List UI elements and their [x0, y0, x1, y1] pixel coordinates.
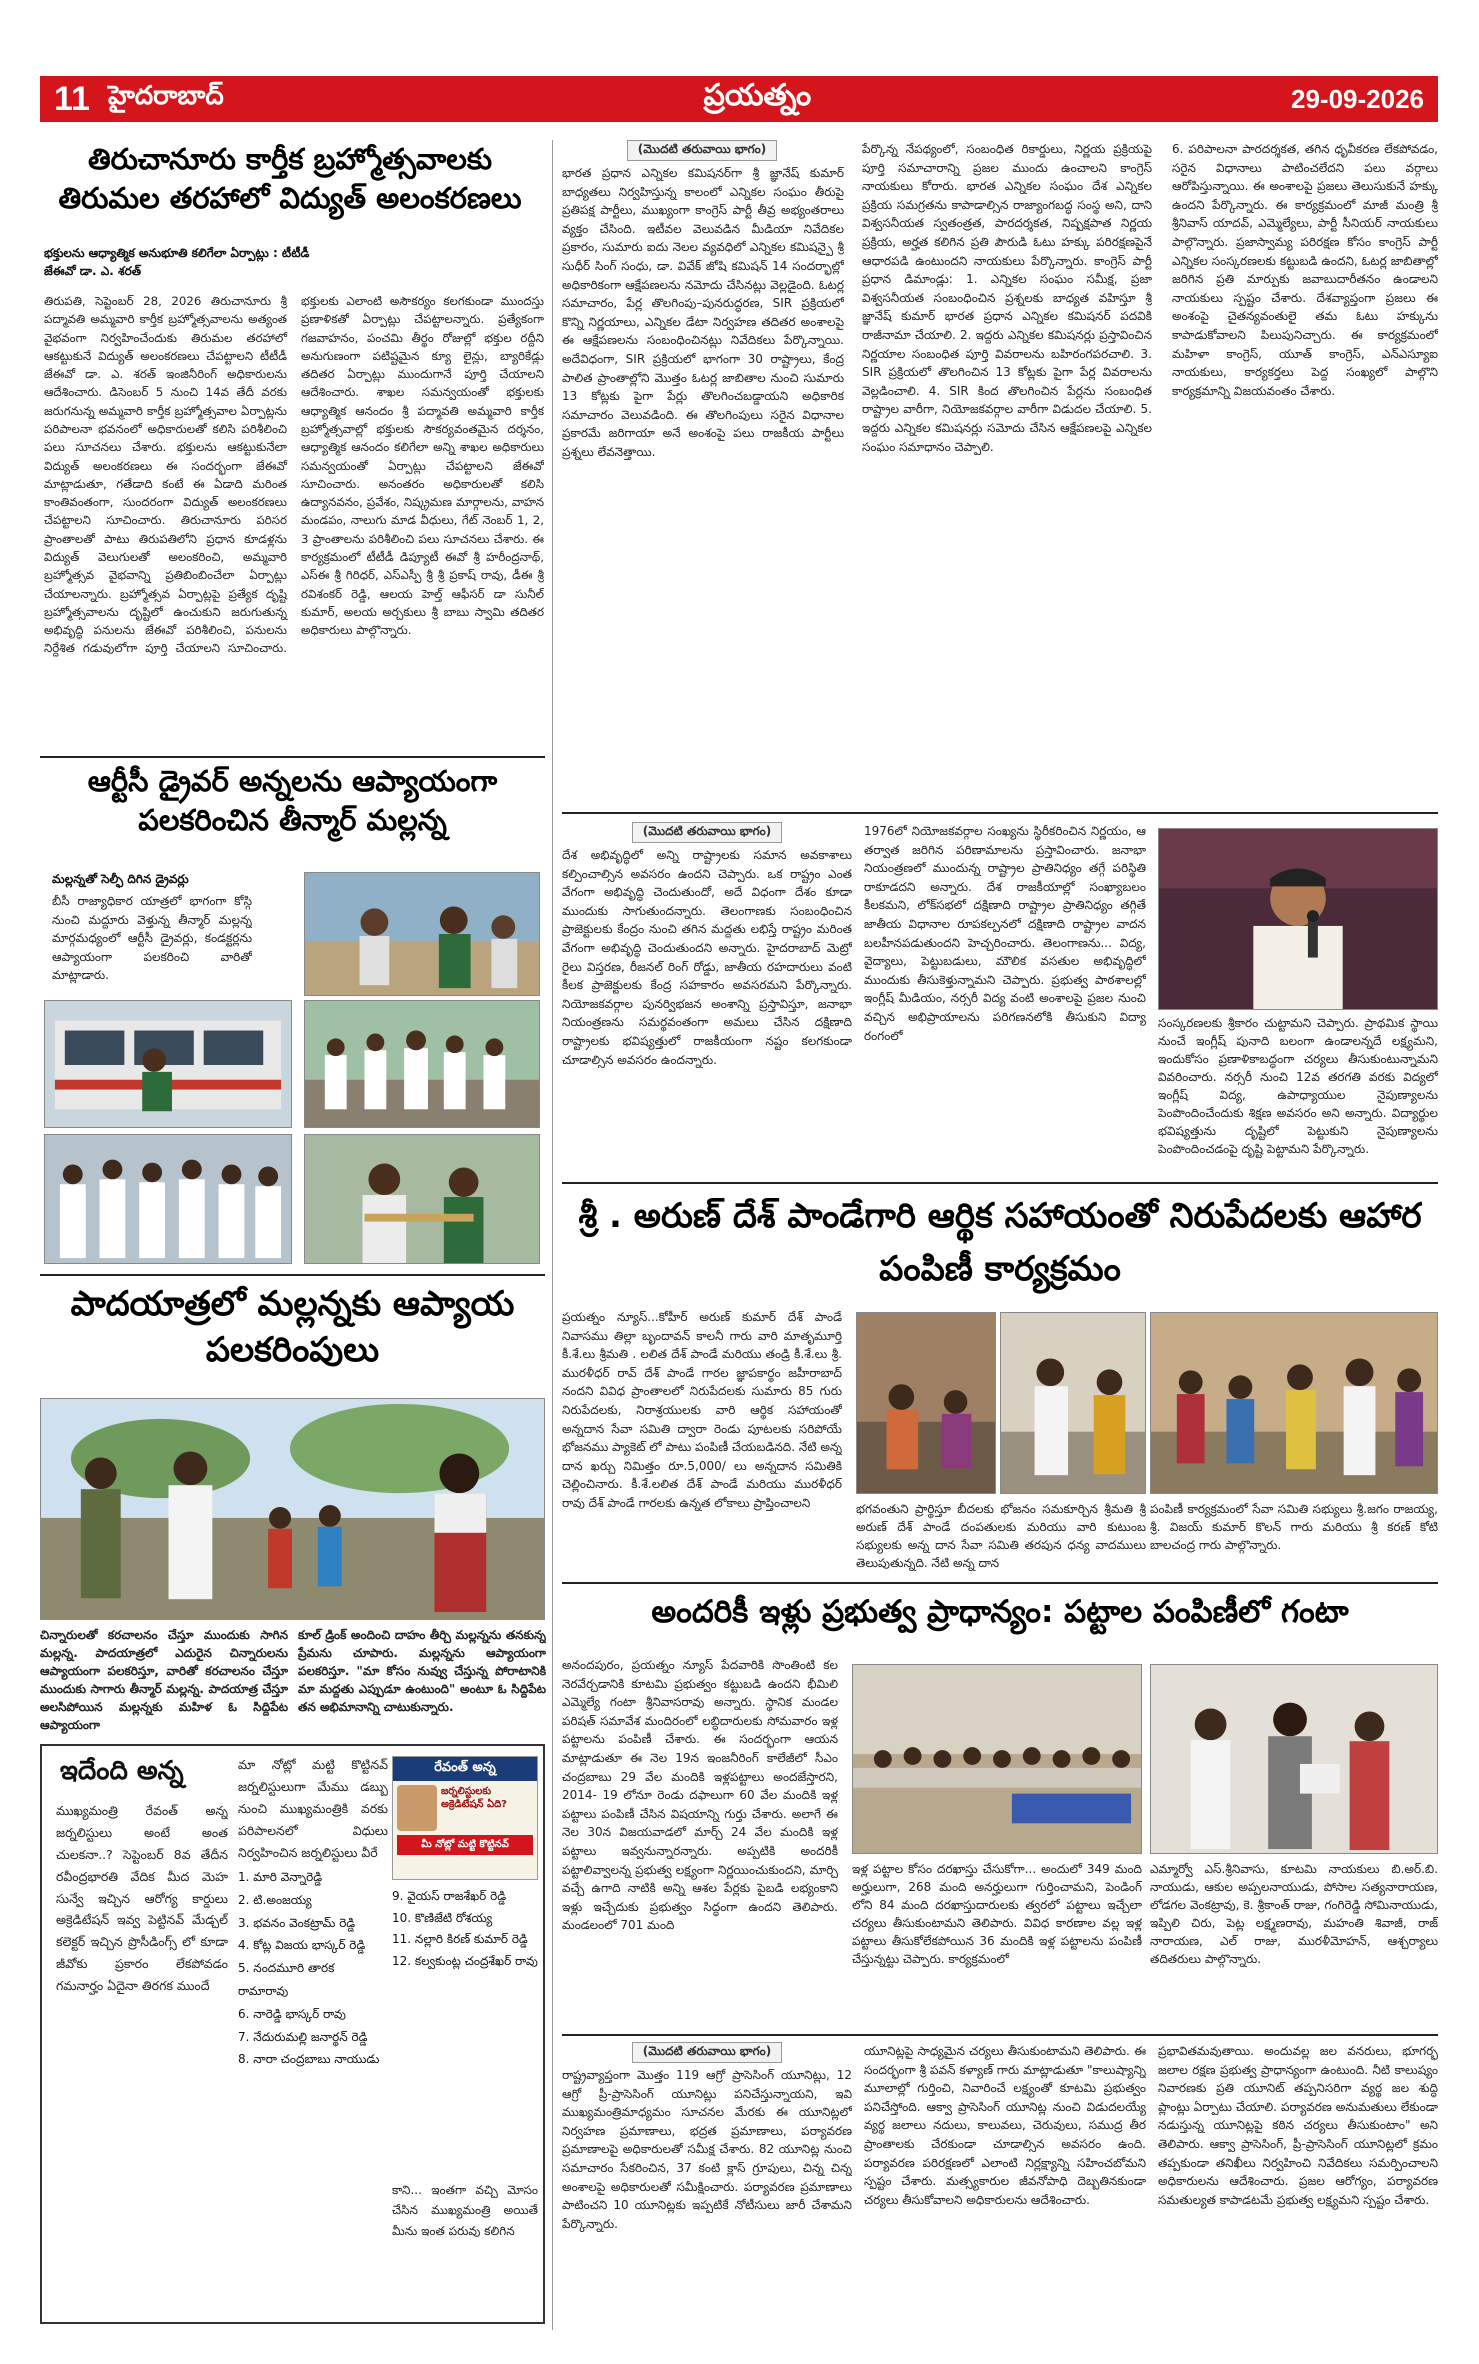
page-number: 11 — [54, 79, 90, 118]
tirumala-byline: భక్తులను ఆధ్యాత్మిక అనుభూతి కలిగేలా ఏర్పాట్లు : టీటీడీ జేఈవో డా. ఎ. శరత్ — [44, 246, 310, 278]
election-continued: (మొదటి తరువాయి భాగం) — [562, 140, 842, 160]
ad-title: రేవంత్ అన్న — [393, 1757, 537, 1781]
name-item: 1. మారి వెన్నారెడ్డి — [238, 1870, 323, 1884]
name-item: 8. నారా చంద్రబాబు నాయుడు — [238, 2052, 380, 2067]
padayatra-headline: పాదయాత్రలో మల్లన్నకు ఆప్యాయ పలకరింపులు — [70, 1284, 515, 1370]
bottom-col1: రాష్ట్రవ్యాప్తంగా మొత్తం 119 ఆగ్రో ప్రాసెసింగ్ యూనిట్లు, 12 ఆగ్రో ప్రీ-ప్రాసెసింగ్ యూనిట్లు పనిచేస్తున్నాయని, ఇవి ముఖ్యమంత్రిమాధ్యమం సూచనల మేరకు ఈ యూనిట్లలో నిర్వహణ ప్రమాణాలు, భద్రత ప్రమాణాలు, పర్యావరణ ప్రమాణాలపై అధికారులతో సమీక్ష చేశారు. 82 యూనిట్ల నుంచి సమాచారం సేకరించిన, 37 కంటి క్లాస్ గ్రూపులు, చిన్న చిన్న అంశాలపై అధికారులతో సమీక్షించారు. పర్యావరణ ప్రమాణాలు పాటించని 10 యూనిట్లకు ఇప్పటికే నోటీసులు జారీ చేశామని పేర్కొన్నారు. — [562, 2068, 852, 2231]
name-item: 11. నల్లారి కిరణ్ కుమార్ రెడ్డి — [392, 1932, 528, 1947]
election-col1: భారత ప్రధాన ఎన్నికల కమిషనర్‌గా శ్రీ జ్ఞానేష్ కుమార్ బాధ్యతలు నిర్వహిస్తున్న కాలంలో ఎన్నికల సంఘం తీరుపై ప్రతిపక్ష పార్టీలు, ముఖ్యంగా కాంగ్రెస్ పార్టీ తీవ్ర అభ్యంతరాలు వ్యక్తం చేసింది. ఇటీవల వెలువడిన మీడియా నివేదికల ప్రకారం, సుమారు ఐదు నెలల వ్యవధిలో ఎన్నికల కమిషన్పై శ్రీ సుధీర్ సింగ్ సంధు, డా. వివేక్ జోషి కమిషన్ 14 సందర్భాల్లో అధికారికంగా ఆక్షేపణలను నమోదు చేసినట్లు వెల్లడైంది. ఓటర్ల సమాచారం, పేర్ల తొలగింపు–పునరుద్ధరణ, SIR ప్రక్రియలో కొన్ని నిర్ణయాలు, ఎన్నికల డేటా నిర్వహణ తదితర అంశాలపై ఈ ఆక్షేపణలను సంబంధించినట్లు నివేదికలు పేర్కొన్నాయి. అదేవిధంగా, SIR ప్రక్రియలో భాగంగా 30 రాష్ట్రాలు, కేంద్ర పాలిత ప్రాంతాల్లోని మొత్తం ఓటర్ల జాబితాల నుంచి సుమారు 13 కోట్లకు పైగా పేర్లు తొలగించబడ్డాయని అధికారిక సమాచారం వెలువడింది. ఈ తొలగింపులు సరైన విధానాల ప్రకారమే జరిగాయా అనే అంశంపై పలు రాజకీయ పార్టీలు ప్రశ్నలు లేవనెత్తాయి. — [562, 166, 844, 459]
idendi-names-list-2 — [392, 1886, 538, 2016]
name-item: 12. కల్వకుంట్ల చంద్రశేఖర్ రావు — [392, 1953, 538, 1968]
houses-body: అనందపురం, ప్రయత్నం న్యూస్ పేదవారికి సొంతింటి కల నెరవేర్చడానికి కూటమి ప్రభుత్వం కట్టుబడి ఉందని భీమిలి ఎమ్మెల్యే గంటా శ్రీనివాసరావు అన్నారు. స్థానిక మండల పరిషత్ సమావేశ మందిరంలో లబ్ధిదారులకు సోమవారం ఇళ్ల పట్టాలను పంపిణీ చేశారు. ఈ సందర్భంగా ఆయన మాట్లాడుతూ ఈ నెల 19న ఇంజనీరింగ్ కాలేజీలో సీఎం చంద్రబాబు 29 వేల మందికి ఇళ్లపట్టాలు అందజేస్తారని, 2014- 19 లోనూ రెండు దఫాలుగా 60 వేల మందికి ఇళ్ల పట్టాలు పంపిణీ చేసిన విషయాన్ని గుర్తు చేశారు. అలాగే ఈ నెల 30న విజయవాడలో మార్చ్ 24 వేల మందికి ఇళ్ల పట్టాలు ఇవ్వనున్నారన్నారు. అప్పటికి అందరికీ పట్టాలివ్వాలన్న ప్రభుత్వ లక్ష్యంగా నిర్ణయించుకుందని, మార్చి వచ్చే ఉగాది నాటికి అన్ని ఆశల పేర్లకు పైబడి లభ్యంకాని ఇళ్లు ఇచ్చేదుకు ప్రభుత్వం సిద్ధంగా ఉందని తెలిపారు. మండలంలో 701 మంది — [562, 1658, 838, 1933]
name-item: 5. నందమూరి తారక రామారావు — [238, 1961, 335, 1998]
issue-date: 29-09-2026 — [1291, 83, 1424, 114]
cm-continued: (మొదటి తరువాయి భాగం) — [562, 822, 852, 842]
food-photo-2 — [1000, 1312, 1146, 1494]
idendi-outro: కాని... ఇంతగా వచ్చి మోసం చేసిన ముఖ్యమంత్రి అయితే మీను ఇంత పరువు కలిగిన — [392, 2183, 538, 2238]
rtc-photo-selfie — [304, 872, 540, 996]
name-item: 4. కోట్ల విజయ భాస్కర్ రెడ్డి — [238, 1938, 366, 1953]
rtc-photo-bus — [44, 1000, 292, 1128]
name-item: 2. టి.అంజయ్య — [238, 1892, 312, 1907]
rtc-photo-group — [44, 1134, 292, 1264]
name-item: 10. కొణిజేటి రోశయ్య — [392, 1910, 493, 1925]
idendi-ad-poster — [392, 1756, 538, 1880]
cm-col1: దేశ అభివృద్ధిలో అన్ని రాష్ట్రాలకు సమాన అవకాశాలు కల్పించాల్సిన అవసరం ఉందని చెప్పారు. ఒక రాష్ట్రం ఎంత వేగంగా అభివృద్ధి చెందుతుందో, అదే విధంగా దేశం కూడా ముందుకు సాగుతుందన్నారు. తెలంగాణకు సంబంధించిన ప్రాజెక్టులకు కేంద్రం నుంచి తగిన మద్దతు లభిస్తే రాష్ట్రం మరింత వేగంగా అభివృద్ధి చెందుతుందని అన్నారు. హైదరాబాద్ మెట్రో రైలు విస్తరణ, రీజనల్ రింగ్ రోడ్డు, జాతీయ రహదారులు వంటి కీలక ప్రాజెక్టులకు కేంద్ర సహకారం అవసరమని పేర్కొన్నారు. నియోజకవర్గాల పునర్విభజన అంశాన్ని ప్రస్తావిస్తూ, జనాభా నియంత్రణను సమర్థవంతంగా అమలు చేసిన దక్షిణాది రాష్ట్రాలకు భవిష్యత్తులో రాజకీయంగా నష్టం కలగకుండా చూడాల్సిన అవసరం ఉందన్నారు. — [562, 848, 852, 1067]
rtc-photo-greet — [304, 1134, 540, 1264]
padayatra-caption-left: చిన్నారులతో కరచాలనం చేస్తూ ముందుకు సాగిన మల్లన్న. పాదయాత్రలో ఎదురైన చిన్నారులను ఆప్యాయంగా పలకరిస్తూ, వారితో కరచాలనం చేస్తూ ముందుకు సాగారు తీన్మార్ మల్లన్న. పాదయాత్ర చేస్తూ అలసిపోయిన మల్లన్నకు మహిళ ఓ సిద్దిపేట ఆప్యాయంగా — [40, 1628, 288, 1732]
divider — [562, 1582, 1438, 1584]
idendi-names-list — [238, 1866, 386, 2176]
rtc-byline: మల్లన్నతో సెల్ఫీ దిగిన డ్రైవర్లు — [52, 872, 189, 886]
food-photo-1 — [856, 1312, 996, 1494]
houses-caption-left: ఇళ్ల పట్టాల కోసం దరఖాస్తు చేసుకోగా... అందులో 349 మంది అర్హులుగా, 268 మంది అనర్హులుగా గుర్తించామని, పెండింగ్ లోని 84 మంది దరఖాస్తుదారులకు త్వరలో పట్టాలు ఇచ్చేలా చర్యలు తీసుకుంటామని తెలిపారు. వివిధ కారణాల వల్ల ఇళ్ల పట్టాలు తీసుకోలేకపోయిన 36 మందికి ఇళ్ల పట్టాలను పంపిణీ చేస్తున్నట్టు చెప్పారు. కార్యక్రమంలో — [852, 1862, 1142, 1966]
cm-col2: 1976లో నియోజకవర్గాల సంఖ్యను స్థిరీకరించిన నిర్ణయం, ఆ తర్వాత జరిగిన పరిణామాలను ప్రస్తావించారు. జనాభా నియంత్రణలో ముందున్న రాష్ట్రాల ప్రాతినిధ్యం తగ్గే పరిస్థితి రాకూడదని అన్నారు. దేశ రాజకీయాల్లో సంఖ్యాబలం కీలకమని, లోక్‌సభలో దక్షిణాది రాష్ట్రాల ప్రాతినిధ్యం తగ్గితే జాతీయ విధానాల రూపకల్పనలో దక్షిణాది రాష్ట్రాల వాదన బలహీనపడుతుందని హెచ్చరించారు. తెలంగాణను... విద్య, వైద్యాలు, పెట్టుబడులు, మౌలిక వసతుల అభివృద్ధిలో ముందుకు తీసుకెళ్తున్నామని చెప్పారు. ప్రభుత్వ పాఠశాలల్లో ఇంగ్లీష్ మీడియం, నర్సరీ విద్య వంటి అంశాలపై ప్రజల నుంచి వచ్చిన అభిప్రాయాలను పరిగణనలోకి తీసుకుని విద్యా రంగంలో — [864, 824, 1146, 1043]
divider — [562, 812, 1438, 814]
bottom-continued: (మొదటి తరువాయి భాగం) — [562, 2042, 852, 2062]
column-divider — [552, 140, 553, 2330]
food-headline: శ్రీ . అరుణ్ దేశ్ పాండేగారి ఆర్థిక సహాయంతో నిరుపేదలకు ఆహార పంపిణీ కార్యక్రమం — [578, 1196, 1422, 1289]
houses-caption-right: ఎమ్మార్వో ఎస్.శ్రీనివాసు, కూటమి నాయకులు బి.అర్.బి. నాయుడు, ఆకుల అప్పలనాయుడు, పోసాల సత్యనారాయణ, లోడగల వెంకట్రావు, కె. శ్రీకాంత్ రాజు, గంగిరెడ్డి సోమినాయుడు, ఇప్పిలి చిరు, పెట్ల లక్ష్మణరావు, మహంతి శివాజీ, రాజ్ నారాయణ, ఎల్ రాజు, మురళీమోహన్, ఆశ్చర్యాలు తదితరులు పాల్గొన్నారు. — [1150, 1862, 1438, 1966]
rtc-photo-walk — [304, 1000, 540, 1128]
divider — [562, 2034, 1438, 2036]
edition-city: హైదరాబాద్ — [107, 81, 224, 111]
divider — [40, 1274, 545, 1276]
name-item: 3. భవనం వెంకట్రామ్ రెడ్డి — [238, 1915, 356, 1930]
election-col3: 6. పరిపాలనా పారదర్శకత, తగిన ధృవీకరణ లేకపోవడం, సరైన విధానాలు పాటించలేదని పలు వర్గాలు ఆరోపిస్తున్నాయి. ఈ అంశాలపై ప్రజలు తెలుసుకునే హక్కు ఉందని పేర్కొన్నారు. ఈ కార్యక్రమంలో మాజీ మంత్రి శ్రీ శ్రీనివాస్ యాదవ్, ఎమ్మెల్యేలు, పార్టీ సీనియర్ నాయకులు పాల్గొన్నారు. ప్రజాస్వామ్య పరిరక్షణ కోసం కాంగ్రెస్ పార్టీ ఎన్నికల సంస్కరణలకు కట్టుబడి ఉందని, ఓటర్ల జాబితాల్లో జరిగిన ప్రతి మార్పుకు జవాబుదారీతనం ఉండాలని నాయకులు స్పష్టం చేశారు. దేశవ్యాప్తంగా ప్రజలు ఈ అంశంపై చైతన్యవంతులై తమ ఓటు హక్కును కాపాడుకోవాలని పిలుపునిచ్చారు. ఈ కార్యక్రమంలో మహిళా కాంగ్రెస్, యూత్ కాంగ్రెస్, ఎన్ఎస్యూఐ నాయకులు, కార్యకర్తలు పెద్ద సంఖ్యలో పాల్గొని కార్యక్రమాన్ని విజయవంతం చేశారు. — [1172, 142, 1438, 398]
food-photo-3 — [1150, 1312, 1438, 1494]
newspaper-logo: ప్రయత్నం — [703, 78, 812, 113]
cm-photo — [1158, 828, 1438, 1010]
divider — [40, 756, 545, 758]
masthead — [40, 76, 1438, 122]
food-caption-right: పంపిణీ కార్యక్రమంలో సేవా సమితి సభ్యులు శ్రీ.జగం రాజయ్య, శ్రీ. విజయ్ కుమార్ కొలన్ గారు మరియు శ్రీ కరణ్ కోటి బాలచంద్ర గారు పాల్గొన్నారు. — [1150, 1502, 1438, 1552]
food-caption-left: భగవంతుని ప్రార్థిస్తూ బీదలకు భోజనం సమకూర్చిన శ్రీమతి శ్రీ అరుణ్ దేశ్ పాండే దంపతులకు మరియు వారి కుటుంబ సభ్యులకు అన్న దాన సేవా సమితి తరపున ధన్య వాదములు తెలుపుతున్నది. నేటి అన్న దాన — [856, 1502, 1146, 1570]
cm-caption: సంస్కరణలకు శ్రీకారం చుట్టామని చెప్పారు. ప్రాథమిక స్థాయి నుంచే ఇంగ్లీష్ పునాది బలంగా ఉండాలన్నదే లక్ష్యమని, ఇందుకోసం ప్రణాళికాబద్ధంగా చర్యలు తీసుకుంటున్నామని వివరించారు. నర్సరీ నుంచి 12వ తరగతి వరకు విద్యలో ఇంగ్లీష్ విద్య, ఉపాధ్యాయుల నైపుణ్యాలను పెంపొందించేందుకు శిక్షణ అవసరం అని అన్నారు. విద్యార్థుల భవిష్యత్తును దృష్టిలో పెట్టుకుని నైపుణ్యాలను పెంపొందించడంపై దృష్టి పెట్టామని పేర్కొన్నారు. — [1158, 1016, 1438, 1156]
bottom-col3: ప్రభావితమవుతాయి. అందువల్ల జల వనరులు, భూగర్భ జలాల రక్షణ ప్రభుత్వ ప్రాధాన్యంగా ఉంటుంది. నీటి కాలుష్యం నివారణకు ప్రతి యూనిట్ తప్పనిసరిగా వ్యర్థ జల శుద్ధి ప్లాంట్లు ఏర్పాటు చేయాలి. పర్యావరణ అనుమతులు లేకుండా నడుస్తున్న యూనిట్లపై కఠిన చర్యలు తీసుకుంటాం" అని తెలిపారు. ఆక్వా ప్రాసెసింగ్, ప్రీ-ప్రాసెసింగ్ యూనిట్లలో క్రమం తప్పకుండా తనిఖీలు నిర్వహించి నివేదికలు సమర్పించాలని అధికారులను ఆదేశించారు. ప్రజల ఆరోగ్యం, పర్యావరణ సమతుల్యత కాపాడటమే ప్రభుత్వ లక్ష్యమని స్పష్టం చేశారు. — [1158, 2044, 1438, 2207]
ad-subtitle: జర్నలిస్టులకు అక్రెడిటేషన్ ఏది? — [441, 1786, 507, 1810]
ad-footer: మీ నోట్లో మట్టి కొట్టినవ్ — [397, 1835, 533, 1855]
ad-portrait — [397, 1785, 437, 1831]
divider — [562, 1182, 1438, 1184]
houses-photo-1 — [852, 1664, 1142, 1854]
rtc-headline: ఆర్టీసీ డ్రైవర్ అన్నలను ఆప్యాయంగా పలకరించిన తీన్మార్ మల్లన్న — [87, 764, 498, 838]
houses-photo-2 — [1150, 1664, 1438, 1854]
election-col2: పేర్కొన్న నేపథ్యంలో, సంబంధిత రికార్డులు, నిర్ణయ ప్రక్రియపై పూర్తి సమాచారాన్ని ప్రజల ముందు ఉంచాలని కాంగ్రెస్ నాయకులు కోరారు. భారత ఎన్నికల సంఘం దేశ ఎన్నికల ప్రక్రియ సమగ్రతను కాపాడాల్సిన రాజ్యాంగబద్ధ సంస్థ అని, దాని విశ్వసనీయత స్వతంత్రత, పారదర్శకత, నిష్పక్షపాత నిర్ణయ ప్రక్రియ, అర్హత కలిగిన ప్రతి పౌరుడి ఓటు హక్కు పరిరక్షణపైనే ఆధారపడి ఉంటుందని నాయకులు పేర్కొన్నారు. కాంగ్రెస్ పార్టీ ప్రధాన డిమాండ్లు: 1. ఎన్నికల సంఘం సమీక్ష, ప్రజా విశ్వసనీయత సంబంధించిన ప్రశ్నలకు బాధ్యత వహిస్తూ శ్రీ జ్ఞానేష్ కుమార్ భారత ప్రధాన ఎన్నికల కమిషనర్ పదవికి రాజీనామా చేయాలి. 2. ఇద్దరు ఎన్నికల కమిషనర్లు ప్రస్తావించిన నిర్ణయాల సంబంధిత పూర్తి వివరాలను బహిరంగపరచాలి. 3. SIR ప్రక్రియలో తొలగించిన 13 కోట్లకు పైగా పేర్ల వివరాలను వెల్లడించాలి. 4. SIR కింద తొలగించిన పేర్లను సంబంధిత రాష్ట్రాల వారీగా, నియోజకవర్గాల వారీగా విడుదల చేయాలి. 5. ఇద్దరు ఎన్నికల కమిషనర్లు సమోదు చేసిన ఆక్షేపణలపై ఎన్నికల సంఘం సమాధానం చెప్పాలి. — [862, 142, 1152, 454]
idendi-col2-intro: మా నోట్లో మట్టి కొట్టినవ్ జర్నలిస్టులుగా మేము డబ్బు నుంచి ముఖ్యమంత్రికి వరకు పరిపాలనలో విధులు నిర్వహించిన జర్నలిస్టులు వీరే — [238, 1757, 388, 1860]
name-item: 7. నేదురుమల్లి జనార్థన్ రెడ్డి — [238, 2029, 368, 2044]
bottom-col2: యూనిట్లపై సాధ్యమైన చర్యలు తీసుకుంటామని తెలిపారు. ఈ సందర్భంగా శ్రీ పవన్ కళ్యాణ్ గారు మాట్లాడుతూ "కాలుష్యాన్ని మూలాల్లో గుర్తించి, నివారించే లక్ష్యంతో కూటమి ప్రభుత్వం పనిచేస్తోంది. ఆక్వా ప్రాసెసింగ్ యూనిట్ల నుంచి విడుదలయ్యే వ్యర్థ జలాలు నదులు, కాలువలు, చెరువులు, సముద్ర తీర ప్రాంతాలకు చేరకుండా చూడాల్సిన అవసరం ఉంది. పర్యావరణ పరిరక్షణలో ఎలాంటి నిర్లక్ష్యాన్ని సహించబోమని స్పష్టం చేశారు. మత్స్యకారుల జీవనోపాధి దెబ్బతినకుండా చర్యలు తీసుకోవాలని అధికారులను ఆదేశించారు. — [864, 2044, 1146, 2207]
padayatra-caption-right: కూల్ డ్రింక్ అందించి దాహం తీర్చి మల్లన్నను తనకున్న ప్రేమను చూపారు. మల్లన్నను ఆప్యాయంగా పలకరిస్తూ. "మా కోసం నువ్వు చేస్తున్న పోరాటానికి మా మద్దతు ఎప్పుడూ ఉంటుంది" అంటూ ఓ సిద్దిపేట తన అభిమానాన్ని చాటుకున్నారు. — [298, 1628, 546, 1714]
tirumala-body: తిరుపతి, సెప్టెంబర్ 28, 2026 తిరుచానూరు శ్రీ పద్మావతి అమ్మవారి కార్తీక బ్రహ్మోత్సవాలను అత్యంత వైభవంగా నిర్వహించేందుకు తిరుమల తరహాలో ఆకట్టుకునే విద్యుత్ అలంకరణలు చేపట్టాలని టీటీడీ జేఈవో డా. ఎ. శరత్ ఇంజినీరింగ్ అధికారులను ఆదేశించారు. డిసెంబర్ 5 నుంచి 14వ తేదీ వరకు జరుగనున్న అమ్మవారి కార్తీక బ్రహ్మోత్సవాల ఏర్పాట్లను పరిపాలనా భవనంలో అధికారులతో కలిసి పరిశీలించి పలు సూచనలు చేశారు. భక్తులను ఆకట్టుకునేలా విద్యుత్ అలంకరణలు ఈ సందర్భంగా జేఈవో మాట్లాడుతూ, గతేడాది కంటే ఈ ఏడాది మరింత కాంతివంతంగా, సుందరంగా విద్యుత్ అలంకరణలు చేపట్టాలని సూచించారు. తిరుచానూరు పరిసర ప్రాంతాలతో పాటు తిరుపతిలోని ప్రధాన కూడళ్లను విద్యుత్ వెలుగులతో అలంకరించి, అమ్మవారి బ్రహ్మోత్సవ వైభవాన్ని ప్రతిబింబించేలా ఏర్పాట్లు చేయాలన్నారు. బ్రహ్మోత్సవ ఏర్పాట్లపై ప్రత్యేక దృష్టి బ్రహ్మోత్సవాలను దృష్టిలో ఉంచుకుని జరుగుతున్న అభివృద్ధి పనులను జేఈవో పరిశీలించి, పనులను నిర్దేశిత గడువులోగా పూర్తి చేయాలని సూచించారు. భక్తులకు ఎలాంటి అసౌకర్యం కలగకుండా ముందస్తు ప్రణాళికతో ఏర్పాట్లు చేపట్టాలన్నారు. ప్రత్యేకంగా గజవాహనం, పంచమి తీర్థం రోజుల్లో భక్తుల రద్దీని అనుగుణంగా పటిష్టమైన క్యూ లైన్లు, బ్యారికేడ్లు తదితర ఏర్పాట్లు ముందుగానే పూర్తి చేయాలని ఆదేశించారు. శాఖల సమన్వయంతో భక్తులకు ఆధ్యాత్మిక ఆనందం శ్రీ పద్మావతి అమ్మవారి కార్తీక బ్రహ్మోత్సవాల్లో భక్తులకు సౌకర్యవంతమైన దర్శనం, ఆధ్యాత్మిక ఆనందం కలిగేలా అన్ని శాఖల అధికారులు సమన్వయంతో ఏర్పాట్లు చేపట్టాలని జేఈవో సూచించారు. అనంతరం అధికారులతో కలిసి ఉద్యానవనం, ప్రవేశం, నిష్క్రమణ మార్గాలను, వాహన మండపం, నాలుగు మాడ వీధులు, గేట్ నెంబర్ 1, 2, 3 ప్రాంతాలను పరిశీలించి పలు సూచనలు చేశారు. ఈ కార్యక్రమంలో టీటీడీ డిప్యూటీ ఈవో శ్రీ హరీంద్రనాథ్, ఎస్ఈ శ్రీ గిరిధర్, ఎస్ఎస్పీ శ్రీ శ్రీ ప్రకాష్ రావు, డీఈ శ్రీ రవిశంకర్ రెడ్డి, ఆలయ హెల్త్ ఆఫీసర్ డా సునీల్ కుమార్, అలయ అర్చకులు శ్రీ బాబు స్వామి తదితర అధికారులు పాల్గొన్నారు. — [44, 294, 544, 656]
food-body: ప్రయత్నం న్యూస్...కోహీర్ అరుణ్ కుమార్ దేశ్ పాండే నివాసము తిల్లా బృందావన్ కాలనీ గారు వారి మాతృమూర్తి కీ.శే.లు శ్రీమతి . లలిత దేశ్ పాండే మరియు తండ్రి కీ.శే.లు శ్రీ. మురళీధర్ రావ్ దేశ్ పాండే గారల జ్ఞాపకార్థం జహీరాబాద్ నందని వివిధ ప్రాంతాలలో నిరుపేదలకు సుమారు 85 గురు నిరుపేదలకు, నిరాశ్రయులకు వారి ఆర్థిక సహాయంతో అన్నదాన సేవా సమితి ద్వారా రెండు పూటలకు సరిపోయే భోజనము ప్యాకెట్ లో పాటు పంపిణీ చేయబడినది. నేటి అన్న దాన ఖర్చు నిమిత్తం రూ.5,000/ లు అన్నదాన సమితికి చెల్లించినారు. కీ.శే.లలిత దేశ్ పాండే మరియు మురళీధర్ రావు దేశ్ పాండే గారలకు ఉన్నత లోకాలు ప్రాప్తించాలని — [562, 1310, 842, 1510]
rtc-body: బీసీ రాజ్యాధికార యాత్రలో భాగంగా కోస్గి నుంచి మద్దూరు వెళ్తున్న తీన్మార్ మల్లన్న మార్గమధ్యంలో ఆర్టీసీ డ్రైవర్లు, కండక్టర్లను ఆప్యాయంగా పలకరించి వారితో మాట్లాడారు. — [52, 894, 252, 983]
name-item: 9. వైయస్ రాజశేఖర్ రెడ్డి — [392, 1889, 507, 1903]
padayatra-photo — [40, 1398, 545, 1620]
idendi-title: ఇదేంది అన్న — [60, 1756, 184, 1786]
idendi-intro: ముఖ్యమంత్రి రేవంత్ అన్న జర్నలిస్టులు అంటే అంత చులకనా..? సెప్టెంబర్ 8వ తేదీన రవీంద్రభారతి వేదిక మీద మెహ సున్వే ఇచ్చిన ఆరోగ్య కార్డులు అక్రెడిటేషన్ ఇవ్వ పెట్టినవ్ మేడ్చల్ కలెక్టర్ ఇచ్చిన ప్రొసీడింగ్స్ లో కూడా జీవోకు ప్రకారం లేకపోవడం గమనార్హం ఏదైనా తిరగక ముందే — [56, 1803, 228, 1993]
tirumala-headline: తిరుచానూరు కార్తీక బ్రహ్మోత్సవాలకు తిరుమల తరహాలో విద్యుత్ అలంకరణలు — [58, 142, 522, 216]
name-item: 6. నారెడ్డి భాస్కర్ రావు — [238, 2006, 346, 2021]
houses-headline: అందరికీ ఇళ్లు ప్రభుత్వ ప్రాధాన్యం: పట్టాల పంపిణీలో గంటా — [651, 1594, 1349, 1630]
